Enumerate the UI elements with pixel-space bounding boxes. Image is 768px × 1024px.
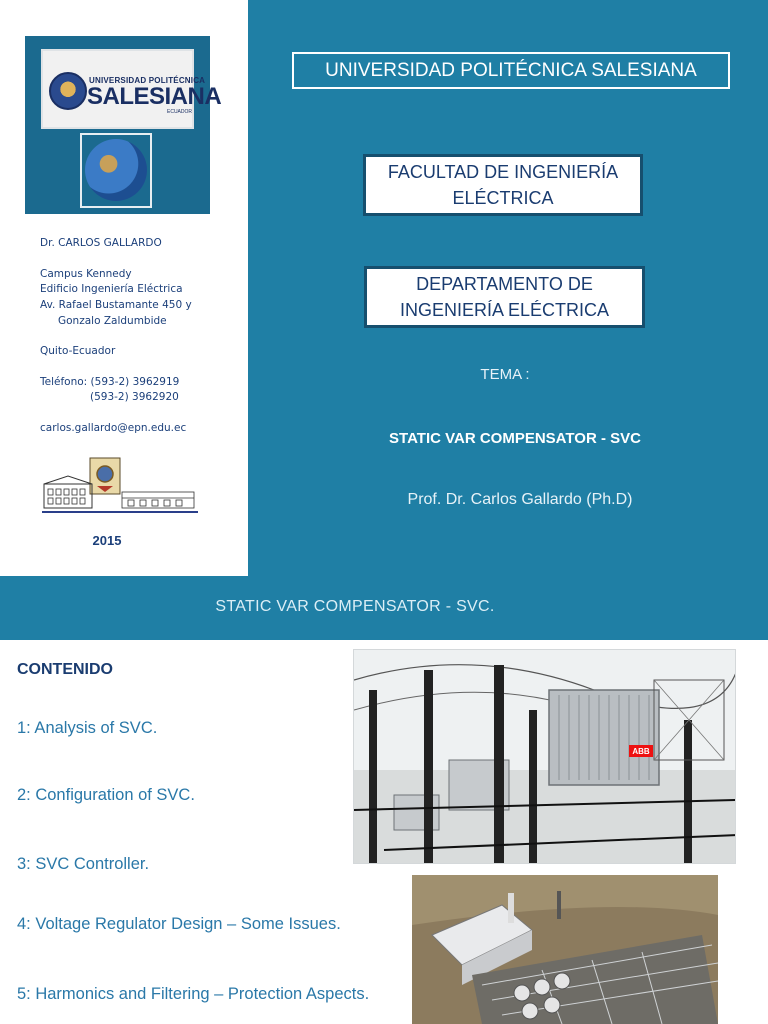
svc-aerial-illustration xyxy=(412,875,718,1024)
globe-icon xyxy=(85,139,147,201)
tema-label: TEMA : xyxy=(480,366,530,383)
department-title: DEPARTAMENTO DE INGENIERÍA ELÉCTRICA xyxy=(364,266,645,328)
contact-email: carlos.gallardo@epn.edu.ec xyxy=(40,422,187,434)
faculty-title: FACULTAD DE INGENIERÍA ELÉCTRICA xyxy=(363,154,643,216)
svc-substation-photo xyxy=(353,649,736,864)
contact-phone1: Teléfono: (593-2) 3962919 xyxy=(40,376,180,388)
professor-name: Prof. Dr. Carlos Gallardo (Ph.D) xyxy=(407,491,633,508)
globe-image-frame xyxy=(80,133,152,208)
contact-street2: Gonzalo Zaldumbide xyxy=(58,315,167,327)
left-info-panel xyxy=(0,0,248,576)
contact-name: Dr. CARLOS GALLARDO xyxy=(40,237,162,249)
contact-street1: Av. Rafael Bustamante 450 y xyxy=(40,299,192,311)
logo-top-text: UNIVERSIDAD POLITÉCNICA xyxy=(89,76,206,85)
contact-campus: Campus Kennedy xyxy=(40,268,132,280)
contents-item: 4: Voltage Regulator Design – Some Issues. xyxy=(17,915,341,933)
contents-item: 1: Analysis of SVC. xyxy=(17,719,158,737)
topic-title: STATIC VAR COMPENSATOR - SVC xyxy=(389,430,641,447)
svc-substation-illustration xyxy=(354,650,736,864)
contents-item: 2: Configuration of SVC. xyxy=(17,786,195,804)
university-logo xyxy=(41,49,222,129)
logo-emblem-icon xyxy=(49,72,87,110)
logo-sub-text: ECUADOR xyxy=(167,109,193,115)
university-logo-box xyxy=(25,36,222,214)
slide-band-title: STATIC VAR COMPENSATOR - SVC. xyxy=(215,598,495,615)
contact-city: Quito-Ecuador xyxy=(40,345,116,357)
contents-item: 3: SVC Controller. xyxy=(17,855,150,873)
abb-logo-text: ABB xyxy=(632,747,650,756)
building-emblem-icon xyxy=(42,456,198,516)
university-title: UNIVERSIDAD POLITÉCNICA SALESIANA xyxy=(292,52,730,89)
contents-item: 5: Harmonics and Filtering – Protection Aspects. xyxy=(17,985,370,1003)
year-label: 2015 xyxy=(92,533,122,548)
contents-heading: CONTENIDO xyxy=(17,661,113,678)
contact-phone2: (593-2) 3962920 xyxy=(90,391,179,403)
svc-aerial-photo xyxy=(412,875,718,1024)
contact-building: Edificio Ingeniería Eléctrica xyxy=(40,283,183,295)
logo-main-text: SALESIANA xyxy=(87,83,222,110)
